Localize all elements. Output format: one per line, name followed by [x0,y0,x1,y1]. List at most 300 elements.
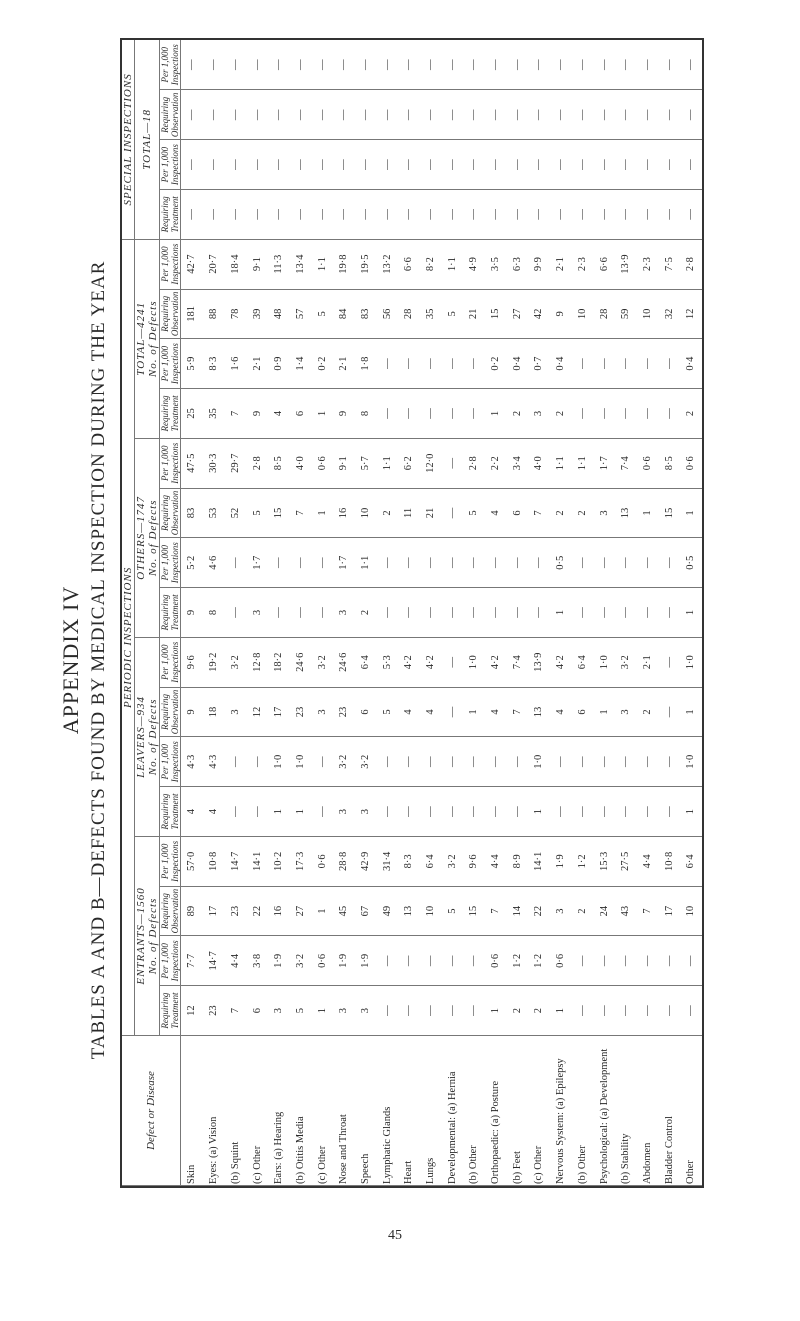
table-cell: — [268,538,290,588]
table-cell: — [420,787,442,837]
table-cell: — [441,986,463,1036]
table-cell: — [463,588,485,638]
table-cell: 23 [203,986,225,1036]
table-cell: 17·3 [290,836,312,886]
table-cell: — [550,737,572,787]
table-cell: 0·2 [485,339,507,389]
table-row [420,40,442,1186]
table-cell: — [463,986,485,1036]
table-cell: 67 [355,886,377,936]
table-cell: — [376,140,398,190]
table-cell: 9 [333,389,355,439]
table-cell: 1·7 [333,538,355,588]
table-row [463,40,485,1186]
defect-name: Bladder Control [658,1036,680,1186]
table-cell: 2·1 [637,637,659,687]
table-cell: 4·6 [203,538,225,588]
table-cell: 11 [398,488,420,538]
table-cell: — [333,189,355,239]
table-cell: — [463,936,485,986]
table-cell: 18·4 [225,239,247,289]
table-cell: 4·2 [398,637,420,687]
tables-title: TABLES A AND B—DEFECTS FOUND BY MEDICAL INSPECTION DURING THE YEAR [88,260,109,1060]
table-row [615,40,637,1186]
table-cell: 10 [680,886,702,936]
table-cell: — [572,189,594,239]
table-cell: — [290,90,312,140]
group-title: TOTAL—4241 [135,301,147,376]
table-cell: — [376,189,398,239]
table-cell: — [398,787,420,837]
table-cell: 6·4 [680,836,702,886]
table-cell: 57·0 [181,836,203,886]
table-cell: 6·4 [355,637,377,687]
table-cell: — [376,389,398,439]
defect-name: Skin [181,1036,203,1186]
table-cell: 2·3 [572,239,594,289]
table-cell: — [376,90,398,140]
table-cell: 14·7 [225,836,247,886]
table-cell: — [355,140,377,190]
table-cell: — [572,936,594,986]
special-inspections-header: SPECIAL INSPECTIONS [122,40,135,239]
table-cell: — [615,140,637,190]
table-cell: 4 [398,687,420,737]
table-cell: 4·0 [528,438,550,488]
table-cell: — [506,189,528,239]
table-cell: — [376,737,398,787]
table-cell: 6 [506,488,528,538]
table-cell: 6 [246,986,268,1036]
sub-column-header: Requiring Treatment [160,588,181,638]
table-cell: 2 [376,488,398,538]
table-cell: — [311,40,333,90]
table-cell: 8·5 [658,438,680,488]
table-cell: 15 [268,488,290,538]
defect-name: (b) Other [463,1036,485,1186]
table-cell: — [398,339,420,389]
table-cell: 28 [593,289,615,339]
table-cell: — [658,588,680,638]
table-cell: 3·2 [290,936,312,986]
table-cell: — [398,40,420,90]
table-cell: — [181,90,203,140]
table-cell: — [225,40,247,90]
table-cell: 52 [225,488,247,538]
group-title: OTHERS—1747 [135,495,147,580]
table-cell: 23 [290,687,312,737]
table-cell: 30·3 [203,438,225,488]
table-cell: 3 [333,787,355,837]
table-row [311,40,333,1186]
defect-name: Speech [355,1036,377,1186]
table-cell: 3·2 [311,637,333,687]
table-cell: — [658,936,680,986]
table-cell: 0·6 [311,836,333,886]
table-cell: — [420,140,442,190]
table-cell: — [572,787,594,837]
table-cell: 28·8 [333,836,355,886]
table-cell: 1·0 [528,737,550,787]
table-cell: 27·5 [615,836,637,886]
table-cell: 23 [333,687,355,737]
table-cell: — [398,538,420,588]
table-row [268,40,290,1186]
group-title: LEAVERS—934 [135,695,147,778]
table-cell: — [246,90,268,140]
table-cell: 13 [528,687,550,737]
table-cell: — [658,538,680,588]
table-cell: — [420,588,442,638]
table-cell: — [311,538,333,588]
table-cell: — [593,339,615,389]
table-cell: 1·0 [463,637,485,687]
table-cell: — [528,140,550,190]
defect-name: (b) Other [572,1036,594,1186]
group-subtitle: No. of Defects [147,897,159,975]
table-cell: 17 [658,886,680,936]
sub-column-header: Per 1,000 Inspections [160,140,181,190]
table-cell: 14·1 [528,836,550,886]
group-subtitle: No. of Defects [147,698,159,776]
table-cell: — [637,40,659,90]
table-cell: 12 [181,986,203,1036]
table-cell: 5 [376,687,398,737]
table-cell: 22 [528,886,550,936]
table-cell: 9·6 [463,836,485,886]
table-cell: 21 [420,488,442,538]
table-cell: 2·8 [463,438,485,488]
table-cell: 42 [528,289,550,339]
table-cell: — [572,986,594,1036]
table-cell: — [680,986,702,1036]
defect-name: (c) Other [246,1036,268,1186]
table-cell: 13·9 [528,637,550,687]
table-cell: 1·7 [593,438,615,488]
table-cell: — [615,40,637,90]
table-cell: — [615,737,637,787]
table-cell: 4 [268,389,290,439]
defect-name: Psychological: (a) Development [593,1036,615,1186]
table-cell: — [637,90,659,140]
table-cell: 6·2 [398,438,420,488]
table-cell: — [355,40,377,90]
table-cell: 3·4 [506,438,528,488]
table-cell: — [572,40,594,90]
table-cell: 9·1 [333,438,355,488]
table-cell: 88 [203,289,225,339]
table-row [290,40,312,1186]
sub-column-header: Per 1,000 Inspections [160,40,181,90]
table-cell: — [615,339,637,389]
table-cell: 8·2 [420,239,442,289]
table-cell: — [311,189,333,239]
table-cell: 4·4 [637,836,659,886]
table-cell: — [398,389,420,439]
table-cell: — [637,787,659,837]
table-cell: 2 [506,986,528,1036]
table-cell: — [680,936,702,986]
sub-column-header: Requiring Treatment [160,986,181,1036]
table-cell: — [485,189,507,239]
table-cell: — [398,189,420,239]
table-cell: 83 [355,289,377,339]
table-cell: 53 [203,488,225,538]
table-cell: 4·3 [181,737,203,787]
table-cell: 1·1 [572,438,594,488]
table-cell: 2 [355,588,377,638]
group-header [135,40,160,239]
table-cell: 19·8 [333,239,355,289]
table-cell: 1·7 [246,538,268,588]
table-cell: — [615,588,637,638]
table-cell: 1·0 [593,637,615,687]
table-cell: 0·6 [311,438,333,488]
table-cell: 8·3 [203,339,225,389]
table-cell: 8·3 [398,836,420,886]
sub-column-header: Per 1,000 Inspections [160,737,181,787]
table-cell: 6 [572,687,594,737]
table-cell: — [615,389,637,439]
table-cell: 1·9 [355,936,377,986]
table-cell: — [550,140,572,190]
table-cell: 17 [268,687,290,737]
table-cell: 1 [637,488,659,538]
table-cell: 2 [572,488,594,538]
table-cell: — [290,538,312,588]
table-row [398,40,420,1186]
table-cell: 35 [203,389,225,439]
table-cell: 5 [290,986,312,1036]
table-cell: 0·6 [550,936,572,986]
table-cell: 5 [441,886,463,936]
table-cell: — [246,189,268,239]
table-cell: — [550,189,572,239]
table-row [225,40,247,1186]
table-cell: 1 [485,986,507,1036]
table-cell: 3·2 [333,737,355,787]
table-cell: 5 [441,289,463,339]
table-cell: — [398,986,420,1036]
defect-name: (c) Other [528,1036,550,1186]
table-cell: 3 [615,687,637,737]
defect-name: Ears: (a) Hearing [268,1036,290,1186]
table-cell: — [506,538,528,588]
sub-column-header: Per 1,000 Inspections [160,637,181,687]
table-cell: 9·1 [246,239,268,289]
table-cell: — [572,737,594,787]
table-cell: 2 [572,886,594,936]
table-cell: — [593,140,615,190]
table-cell: 7 [506,687,528,737]
table-cell: — [528,90,550,140]
table-cell: 15 [485,289,507,339]
table-cell: — [268,90,290,140]
table-cell: 25 [181,389,203,439]
table-cell: 1·2 [506,936,528,986]
table-cell: — [572,140,594,190]
table-cell: — [593,787,615,837]
table-cell: — [528,189,550,239]
table-cell: 6 [290,389,312,439]
table-cell: — [290,189,312,239]
table-cell: 3·2 [615,637,637,687]
table-cell: 1·9 [550,836,572,886]
table-cell: 3 [355,787,377,837]
table-cell: 1 [680,787,702,837]
table-cell: — [246,787,268,837]
table-cell: 3 [268,986,290,1036]
table-cell: 13·2 [376,239,398,289]
table-cell: 6·6 [593,239,615,289]
table-cell: 1 [268,787,290,837]
table-cell: 4 [203,787,225,837]
table-cell: — [376,936,398,986]
table-cell: 5 [246,488,268,538]
defect-name: Heart [398,1036,420,1186]
table-cell: — [463,90,485,140]
table-cell: — [268,189,290,239]
table-cell: — [268,140,290,190]
table-cell: 45 [333,886,355,936]
table-cell: — [593,90,615,140]
table-cell: — [441,538,463,588]
table-cell: — [398,936,420,986]
table-cell: 43 [615,886,637,936]
table-cell: 17 [203,886,225,936]
table-cell: 0·6 [485,936,507,986]
table-cell: 5 [311,289,333,339]
table-cell: 83 [181,488,203,538]
table-cell: — [680,90,702,140]
table-cell: 16 [268,886,290,936]
table-cell: 7 [225,389,247,439]
table-cell: 1 [311,488,333,538]
table-cell: — [355,90,377,140]
table-cell: — [550,40,572,90]
table-cell: — [637,389,659,439]
table-cell: — [615,189,637,239]
table-cell: — [268,588,290,638]
table-cell: 78 [225,289,247,339]
table-cell: — [637,339,659,389]
table-cell: 0·5 [680,538,702,588]
table-cell: — [420,389,442,439]
table-cell: — [441,787,463,837]
table-cell: — [376,339,398,389]
table-cell: — [441,488,463,538]
table-row [355,40,377,1186]
table-cell: 7 [637,886,659,936]
table-cell: 2 [550,389,572,439]
table-cell: 8 [203,588,225,638]
table-cell: — [441,637,463,687]
table-cell: 9·6 [181,637,203,687]
table-row [637,40,659,1186]
table-cell: 27 [506,289,528,339]
table-cell: 12 [680,289,702,339]
defect-name: Orthopaedic: (a) Posture [485,1036,507,1186]
table-cell: 14 [506,886,528,936]
table-cell: 20·7 [203,239,225,289]
table-cell: 7 [225,986,247,1036]
table-cell: 6 [355,687,377,737]
sub-column-header: Requiring Treatment [160,389,181,439]
table-cell: 47·5 [181,438,203,488]
table-cell: 11·3 [268,239,290,289]
table-cell: 9 [181,588,203,638]
table-cell: — [550,787,572,837]
table-row [203,40,225,1186]
group-header [135,239,160,438]
table-cell: 1·1 [376,438,398,488]
table-row [333,40,355,1186]
table-cell: 1 [550,986,572,1036]
table-cell: — [658,737,680,787]
sub-column-header: Per 1,000 Inspections [160,538,181,588]
table-cell: 1·6 [225,339,247,389]
table-cell: — [658,986,680,1036]
table-cell: 1 [290,787,312,837]
group-header [135,637,160,836]
table-cell: 59 [615,289,637,339]
table-cell: — [658,90,680,140]
table-cell: 2 [637,687,659,737]
table-cell: — [225,90,247,140]
table-cell: — [181,189,203,239]
table-cell: 13·9 [615,239,637,289]
table-cell: 7·7 [181,936,203,986]
table-cell: 4·2 [485,637,507,687]
table-cell: 35 [420,289,442,339]
table-cell: 1·1 [550,438,572,488]
table-cell: 1 [528,787,550,837]
sub-column-header: Per 1,000 Inspections [160,438,181,488]
table-cell: — [420,936,442,986]
table-cell: 84 [333,289,355,339]
table-cell: 7·5 [658,239,680,289]
table-cell: 8·9 [506,836,528,886]
table-row [376,40,398,1186]
table-cell: — [376,986,398,1036]
table-cell: 3·5 [485,239,507,289]
table-cell: 10 [355,488,377,538]
table-cell: 0·6 [680,438,702,488]
table-cell: — [506,787,528,837]
table-cell: 56 [376,289,398,339]
table-cell: 24 [593,886,615,936]
table-cell: — [225,140,247,190]
defect-name: Lymphatic Glands [376,1036,398,1186]
table-cell: — [658,787,680,837]
sub-column-header: Per 1,000 Inspections [160,339,181,389]
table-cell: 13·4 [290,239,312,289]
defect-name: Nose and Throat [333,1036,355,1186]
table-cell: — [637,140,659,190]
table-cell: 2 [680,389,702,439]
table-cell: — [441,140,463,190]
table-cell: — [637,986,659,1036]
defect-name: (c) Other [311,1036,333,1186]
table-cell: 10·8 [203,836,225,886]
table-cell: 1·0 [680,737,702,787]
table-cell: 9 [246,389,268,439]
table-cell: 1·1 [311,239,333,289]
table-cell: — [376,538,398,588]
table-cell: 2·8 [680,239,702,289]
table-cell: — [572,339,594,389]
table-cell: 1 [680,588,702,638]
